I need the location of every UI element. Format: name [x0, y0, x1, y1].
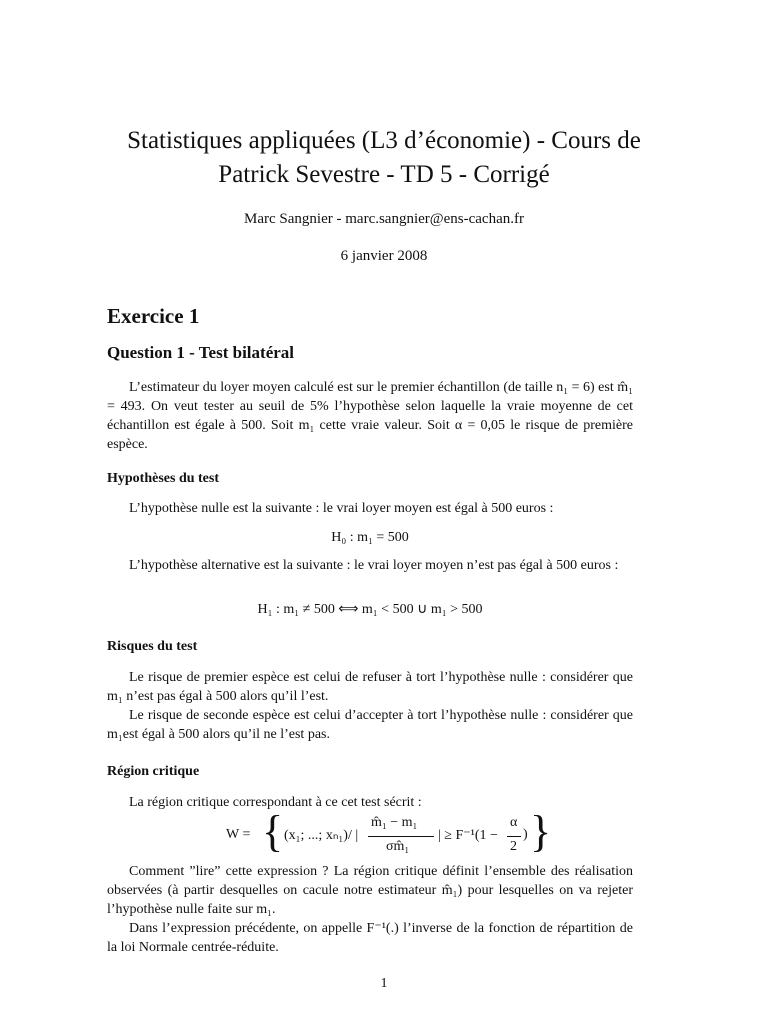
risks-heading: Risques du test: [107, 639, 198, 654]
alpha-fraction-bar: [507, 836, 521, 837]
left-brace: {: [262, 807, 284, 856]
critical-region-intro: La région critique correspondant à ce cet test sécrit :: [129, 795, 422, 810]
fraction-numerator: m̂₁ − m₁: [371, 815, 418, 830]
equation-lhs: W =: [226, 827, 251, 842]
author-line: Marc Sangnier - marc.sangnier@ens-cachan.fr: [244, 211, 524, 227]
hypotheses-heading: Hypothèses du test: [107, 471, 220, 486]
closing-paren: ): [523, 827, 528, 842]
intro-paragraph: L’estimateur du loyer moyen calculé est sur le premier échantillon (de taille n₁ = 6) est m̂₁ = 493. On veut tester au seuil de 5% l’hypothèse selon laquelle la vraie moyenne de cet échantillon est égale à 500. Soit m₁ cette vraie valeur. Soit α = 0,05 le risque de première espèce.: [107, 380, 633, 452]
document-title: [80, 124, 688, 192]
alt-hypothesis-equation: H₁ : m₁ ≠ 500 ⟺ m₁ < 500 ∪ m₁ > 500: [257, 602, 483, 617]
null-hypothesis-text: L’hypothèse nulle est la suivante : le vrai loyer moyen est égal à 500 euros :: [129, 501, 554, 516]
document-date: 6 janvier 2008: [340, 248, 428, 264]
equation-set: (x₁; ...; xₙ₁)/ |: [284, 828, 359, 843]
alpha-denominator: 2: [510, 839, 517, 854]
first-risk-paragraph: Le risque de premier espèce est celui de refuser à tort l’hypothèse nulle : considérer que m₁ n’est pas égal à 500 alors qu’il l’est.: [107, 670, 633, 704]
critical-region-equation: [226, 807, 556, 860]
second-risk-paragraph: Le risque de seconde espèce est celui d’accepter à tort l’hypothèse nulle : considérer que m₁est égal à 500 alors qu’il ne l’est pas.: [107, 708, 633, 742]
inverse-function-paragraph: Dans l’expression précédente, on appelle F⁻¹(.) l’inverse de la fonction de répartition de la loi Normale centrée-réduite.: [107, 921, 633, 955]
exercise-heading: Exercice 1: [107, 304, 200, 328]
explanation-paragraph: Comment ”lire” cette expression ? La région critique définit l’ensemble des réalisation observées (à partir desquelles on cacule notre estimateur m̂₁) pour lesquelles on va rejeter l’hypothèse nulle faite sur m₁.: [107, 864, 633, 917]
fraction-denominator: σm̂₁: [386, 839, 410, 854]
alt-hypothesis-text: L’hypothèse alternative est la suivante : le vrai loyer moyen n’est pas égal à 500 euros :: [129, 558, 619, 573]
equation-middle: | ≥ F⁻¹(1 −: [438, 828, 498, 843]
title-line-1: Statistiques appliquées (L3 d’économie) - Cours de: [127, 127, 641, 154]
null-hypothesis-equation: H₀ : m₁ = 500: [331, 530, 409, 545]
right-brace: }: [530, 807, 552, 856]
fraction-bar: [368, 836, 434, 837]
title-line-2: Patrick Sevestre - TD 5 - Corrigé: [218, 161, 550, 188]
question-heading: Question 1 - Test bilatéral: [107, 343, 295, 362]
critical-region-heading: Région critique: [107, 764, 200, 779]
alpha-numerator: α: [510, 815, 518, 830]
page-number: 1: [380, 976, 388, 991]
